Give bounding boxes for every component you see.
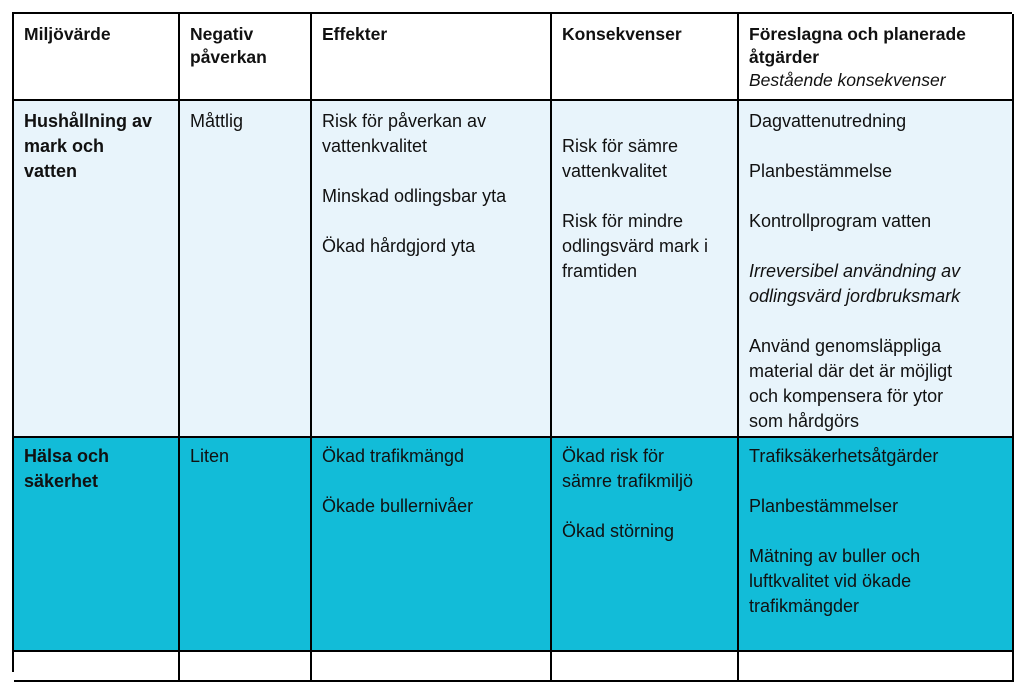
konsekvens-item bbox=[562, 444, 729, 494]
header-atgarder bbox=[739, 14, 1014, 101]
konsekvens-line: framtiden bbox=[562, 261, 638, 281]
atgard-line: Planbestämmelser bbox=[749, 496, 899, 516]
header-effekter-label: Effekter bbox=[322, 24, 388, 44]
cell-miljovarde bbox=[14, 101, 180, 438]
header-konsekvenser-label: Konsekvenser bbox=[562, 24, 682, 44]
atgard-item bbox=[749, 209, 1004, 234]
atgard-line: Kontrollprogram vatten bbox=[749, 211, 932, 231]
konsekvens-item bbox=[562, 134, 729, 184]
konsekvens-item bbox=[562, 209, 729, 284]
cell-paverkan bbox=[180, 438, 312, 652]
table-header-row bbox=[14, 14, 1014, 101]
atgard-item bbox=[749, 334, 1004, 434]
konsekvens-line: vattenkvalitet bbox=[562, 161, 668, 181]
header-paverkan-line1: Negativ bbox=[190, 24, 254, 44]
header-miljovarde-label: Miljövärde bbox=[24, 24, 111, 44]
cell-atgarder bbox=[739, 101, 1014, 438]
cell-atgarder bbox=[739, 438, 1014, 652]
konsekvens-line: Ökad störning bbox=[562, 521, 675, 541]
konsekvens-line: odlingsvärd mark i bbox=[562, 236, 709, 256]
cell-konsekvenser bbox=[552, 101, 739, 438]
atgard-line: luftkvalitet vid ökade bbox=[749, 571, 912, 591]
bestaende-line: Irreversibel användning av bbox=[749, 261, 961, 281]
cell-konsekvenser bbox=[552, 438, 739, 652]
atgard-line: Mätning av buller och bbox=[749, 546, 921, 566]
paverkan-value: Måttlig bbox=[190, 111, 244, 131]
miljovarde-line: säkerhet bbox=[24, 471, 99, 491]
atgard-line: som hårdgörs bbox=[749, 411, 860, 431]
bestaende-line: odlingsvärd jordbruksmark bbox=[749, 286, 961, 306]
effekt-item bbox=[322, 234, 542, 259]
header-bestaende-label: Bestående konsekvenser bbox=[749, 70, 946, 90]
miljovarde-line: Hushållning av bbox=[24, 111, 153, 131]
konsekvens-item bbox=[562, 519, 729, 544]
atgard-line: Trafiksäkerhetsåtgärder bbox=[749, 446, 939, 466]
header-paverkan-line2: påverkan bbox=[190, 47, 267, 67]
miljovarde-line: vatten bbox=[24, 161, 78, 181]
effekt-item bbox=[322, 494, 542, 519]
atgard-item bbox=[749, 444, 1004, 469]
effekt-line: Ökad trafikmängd bbox=[322, 446, 465, 466]
effekt-item bbox=[322, 109, 542, 159]
cell-effekter bbox=[312, 438, 552, 652]
atgard-line: trafikmängder bbox=[749, 596, 860, 616]
atgard-item bbox=[749, 494, 1004, 519]
konsekvens-line: Ökad risk för bbox=[562, 446, 665, 466]
cell-paverkan bbox=[180, 101, 312, 438]
header-miljovarde bbox=[14, 14, 180, 101]
header-atgarder-line1: Föreslagna och planerade bbox=[749, 24, 966, 44]
miljovarde-line: Hälsa och bbox=[24, 446, 110, 466]
header-effekter bbox=[312, 14, 552, 101]
konsekvens-line: sämre trafikmiljö bbox=[562, 471, 694, 491]
atgard-line: Dagvattenutredning bbox=[749, 111, 907, 131]
effekt-line: vattenkvalitet bbox=[322, 136, 428, 156]
atgard-line: Använd genomsläppliga bbox=[749, 336, 942, 356]
atgard-line: Planbestämmelse bbox=[749, 161, 893, 181]
effekt-line: Risk för påverkan av bbox=[322, 111, 487, 131]
table-row bbox=[14, 101, 1014, 438]
effekt-line: Ökade bullernivåer bbox=[322, 496, 474, 516]
konsekvens-line: Risk för mindre bbox=[562, 211, 684, 231]
environment-assessment-table bbox=[12, 12, 1012, 672]
atgard-item bbox=[749, 544, 1004, 619]
atgard-line: material där det är möjligt bbox=[749, 361, 953, 381]
effekt-line: Ökad hårdgjord yta bbox=[322, 236, 476, 256]
header-atgarder-line2: åtgärder bbox=[749, 47, 820, 67]
paverkan-value: Liten bbox=[190, 446, 230, 466]
header-negativ-paverkan bbox=[180, 14, 312, 101]
atgard-line: och kompensera för ytor bbox=[749, 386, 944, 406]
header-konsekvenser bbox=[552, 14, 739, 101]
effekt-item bbox=[322, 184, 542, 209]
bestaende-konsekvens bbox=[749, 259, 1004, 309]
table-row bbox=[14, 438, 1014, 652]
cell-effekter bbox=[312, 101, 552, 438]
effekt-line: Minskad odlingsbar yta bbox=[322, 186, 507, 206]
miljovarde-line: mark och bbox=[24, 136, 105, 156]
atgard-item bbox=[749, 159, 1004, 184]
atgard-item bbox=[749, 109, 1004, 134]
konsekvens-line: Risk för sämre bbox=[562, 136, 679, 156]
effekt-item bbox=[322, 444, 542, 469]
cell-miljovarde bbox=[14, 438, 180, 652]
